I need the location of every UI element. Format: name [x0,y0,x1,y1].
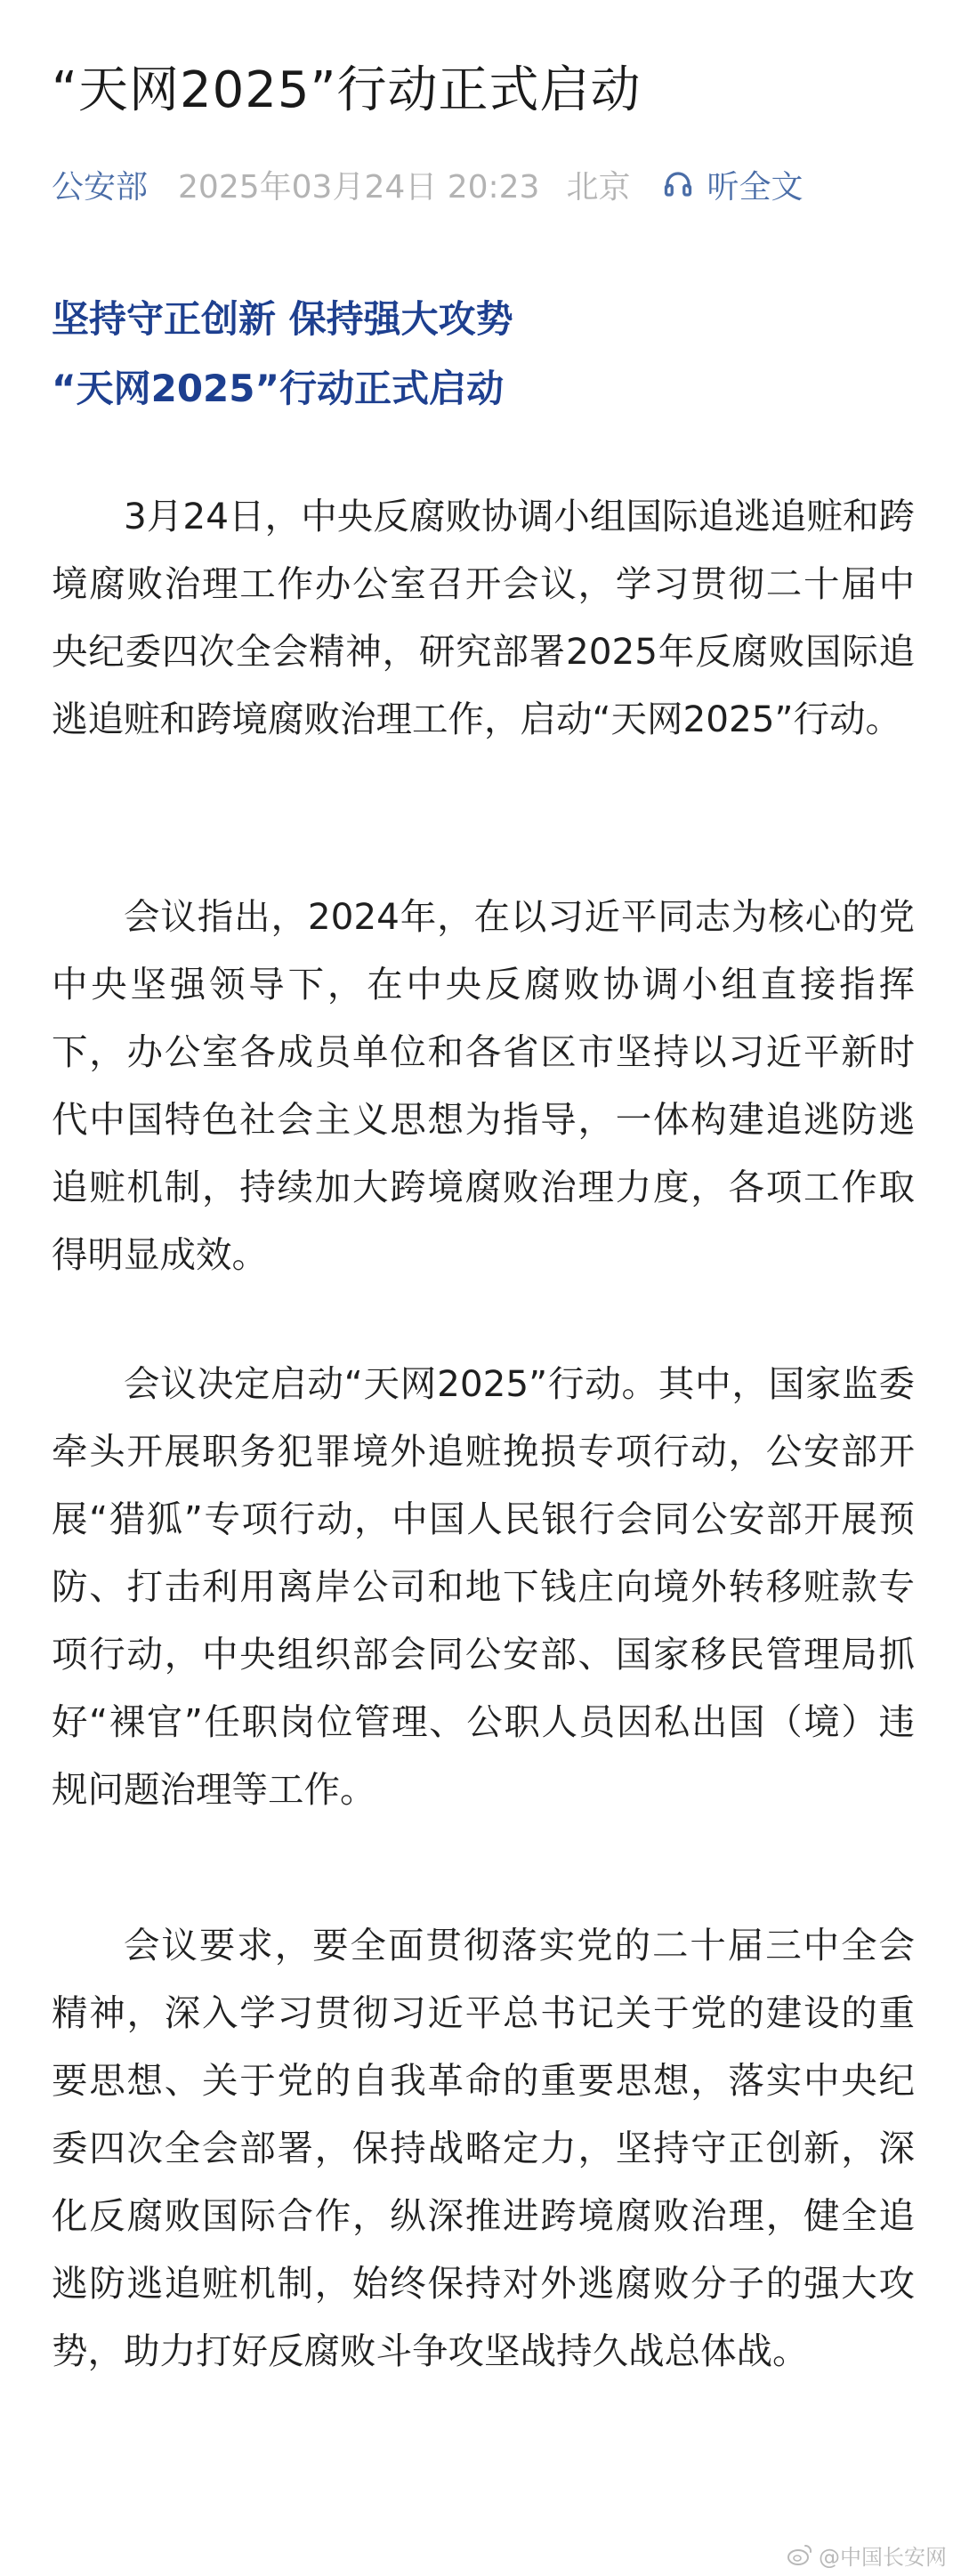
headphones-icon [662,168,694,200]
paragraph-1: 3月24日，中央反腐败协调小组国际追逃追赃和跨境腐败治理工作办公室召开会议，学习贯彻二十届中央纪委四次全会精神，研究部署2025年反腐败国际追逃追赃和跨境腐败治理工作，启动“天网2025”行动。 [52,495,915,740]
subheading-line-2: “天网2025”行动正式启动 [52,367,505,410]
article-meta [52,153,803,215]
publish-date: 2025年03月24日 20:23 [178,168,540,206]
subheading-line-1: 坚持守正创新 保持强大攻势 [52,297,513,341]
weibo-logo-icon [787,2543,813,2566]
source-link[interactable]: 公安部 [52,168,149,206]
watermark-text: @中国长安网 [819,2544,947,2570]
listen-button[interactable] [662,162,803,207]
publish-location: 北京 [566,168,631,206]
paragraph-2: 会议指出，2024年，在以习近平同志为核心的党中央坚强领导下，在中央反腐败协调小组直接指挥下，办公室各成员单位和各省区市坚持以习近平新时代中国特色社会主义思想为指导，一体构建追逃防逃追赃机制，持续加大跨境腐败治理力度，各项工作取得明显成效。 [52,895,915,1276]
watermark [787,2537,947,2572]
article-subheading [52,285,915,424]
listen-label: 听全文 [707,168,804,206]
paragraph-4: 会议要求，要全面贯彻落实党的二十届三中全会精神，深入学习贯彻习近平总书记关于党的建设的重要思想、关于党的自我革命的重要思想，落实中央纪委四次全会部署，保持战略定力，坚持守正创新，深化反腐败国际合作，纵深推进跨境腐败治理，健全追逃防逃追赃机制，始终保持对外逃腐败分子的强大攻势，助力打好反腐败斗争攻坚战持久战总体战。 [52,1924,915,2372]
paragraph-3: 会议决定启动“天网2025”行动。其中，国家监委牵头开展职务犯罪境外追赃挽损专项行动，公安部开展“猎狐”专项行动，中国人民银行会同公安部开展预防、打击利用离岸公司和地下钱庄向境外转移赃款专项行动，中央组织部会同公安部、国家移民管理局抓好“裸官”任职岗位管理、公职人员因私出国（境）违规问题治理等工作。 [52,1362,915,1811]
article-title: “天网2025”行动正式启动 [52,61,642,119]
